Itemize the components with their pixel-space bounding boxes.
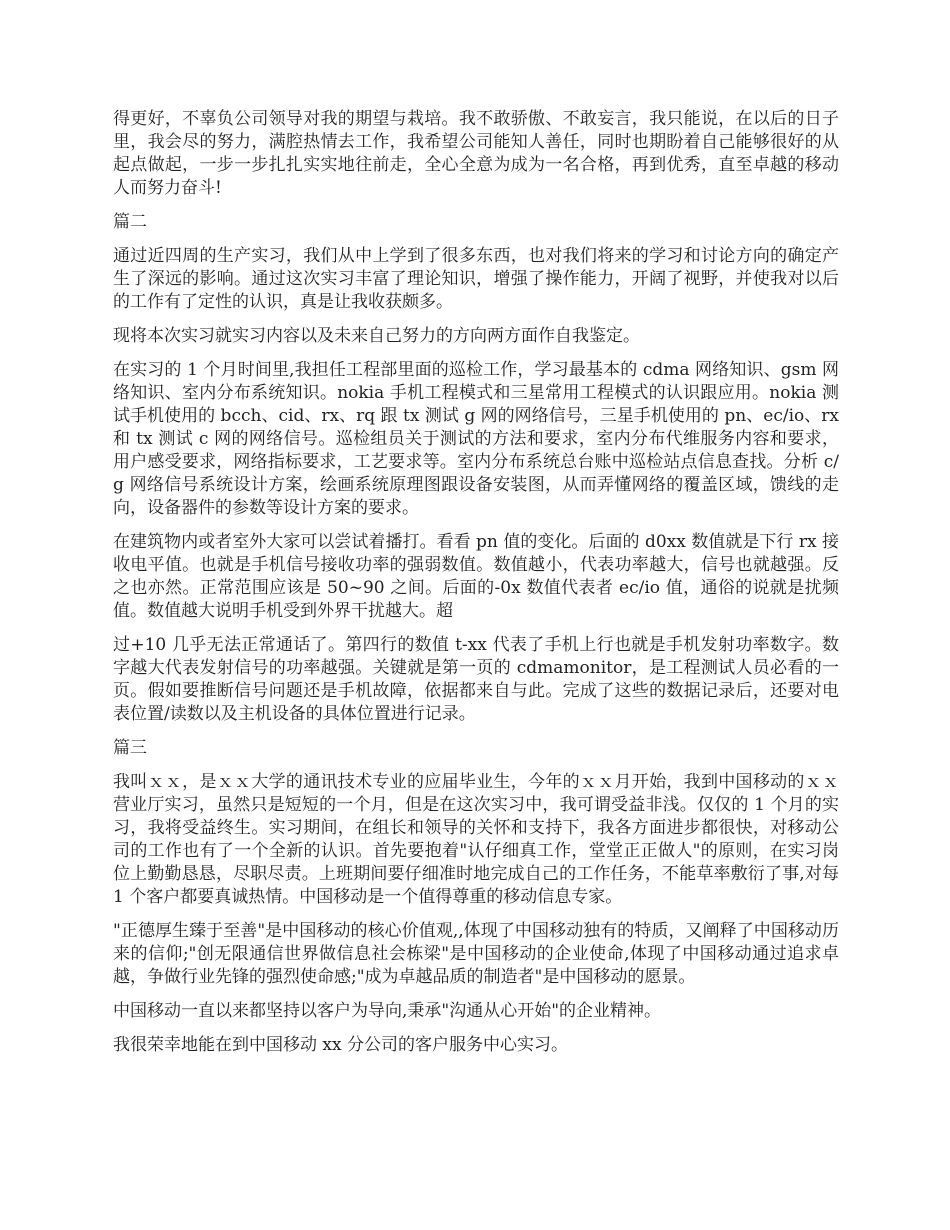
paragraph: 得更好，不辜负公司领导对我的期望与栽培。我不敢骄傲、不敢妄言，我只能说，在以后的日子里，我会尽的努力，满腔热情去工作，我希望公司能知人善任，同时也期盼着自己能够很好的从起点做起，一步一步扎扎实实地往前走，全心全意为成为一名合格，再到优秀，直至卓越的移动人而努力奋斗!	[113, 109, 839, 198]
section-heading: 篇二	[113, 212, 147, 232]
paragraph: 在实习的 1 个月时间里,我担任工程部里面的巡检工作，学习最基本的 cdma 网络知识、gsm 网络知识、室内分布系统知识。nokia 手机工程模式和三星常用工程模式的认识跟应用。nokia 测试手机使用的 bcch、cid、rx、rq 跟 tx 测试 g 网的网络信号，三星手机使用的 pn、ec/io、rx 和 tx 测试 c 网的网络信号。巡检组员关于测试的方法和要求，室内分布代维服务内容和要求，用户感受要求，网络指标要求，工艺要求等。室内分布系统总台账中巡检站点信息查找。分析 c/g 网络信号系统设计方案，绘画系统原理图跟设备安装图，从而弄懂网络的覆盖区域，馈线的走向，设备器件的参数等设计方案的要求。	[113, 360, 839, 518]
paragraph: 现将本次实习就实习内容以及未来自己努力的方向两方面作自我鉴定。	[113, 326, 640, 346]
paragraph: 过+10 几乎无法正常通话了。第四行的数值 t-xx 代表了手机上行也就是手机发射功率数字。数字越大代表发射信号的功率越强。关键就是第一页的 cdmamonitor，是工程测试人员必看的一页。假如要推断信号问题还是手机故障，依据都来自与此。完成了这些的数据记录后，还要对电表位置/读数以及主机设备的具体位置进行记录。	[113, 635, 839, 724]
paragraph: 中国移动一直以来都坚持以客户为导向,秉承"沟通从心开始"的企业精神。	[113, 1001, 662, 1021]
paragraph: 我很荣幸地能在到中国移动 xx 分公司的客户服务中心实习。	[113, 1035, 568, 1055]
paragraph: 在建筑物内或者室外大家可以尝试着播打。看看 pn 值的变化。后面的 d0xx 数值就是下行 rx 接收电平值。也就是手机信号接收功率的强弱数值。数值越小，代表功率越大，信号也就越强。反之也亦然。正常范围应该是 50~90 之间。后面的-0x 数值代表者 ec/io 值，通俗的说就是扰频值。数值越大说明手机受到外界干扰越大。超	[113, 532, 839, 621]
section-heading: 篇三	[113, 738, 147, 758]
paragraph: 我叫ｘｘ，是ｘｘ大学的通讯技术专业的应届毕业生，今年的ｘｘ月开始，我到中国移动的ｘｘ营业厅实习，虽然只是短短的一个月，但是在这次实习中，我可谓受益非浅。仅仅的 1 个月的实习，我将受益终生。实习期间，在组长和领导的关怀和支持下，我各方面进步都很快，对移动公司的工作也有了一个全新的认识。首先要抱着"认仔细真工作，堂堂正正做人"的原则，在实习岗位上勤勤恳恳，尽职尽责。上班期间要仔细准时地完成自己的工作任务，不能草率敷衍了事,对每 1 个客户都要真诚热情。中国移动是一个值得尊重的移动信息专家。	[113, 772, 839, 907]
paragraph: "正德厚生臻于至善"是中国移动的核心价值观,,体现了中国移动独有的特质，又阐释了中国移动历来的信仰;"创无限通信世界做信息社会栋梁"是中国移动的企业使命,体现了中国移动通过追求卓越，争做行业先锋的强烈使命感;"成为卓越品质的制造者"是中国移动的愿景。	[113, 921, 839, 987]
document-body	[113, 108, 839, 1068]
paragraph: 通过近四周的生产实习，我们从中上学到了很多东西，也对我们将来的学习和讨论方向的确定产生了深远的影响。通过这次实习丰富了理论知识，增强了操作能力，开阔了视野，并使我对以后的工作有了定性的认识，真是让我收获颇多。	[113, 246, 839, 312]
